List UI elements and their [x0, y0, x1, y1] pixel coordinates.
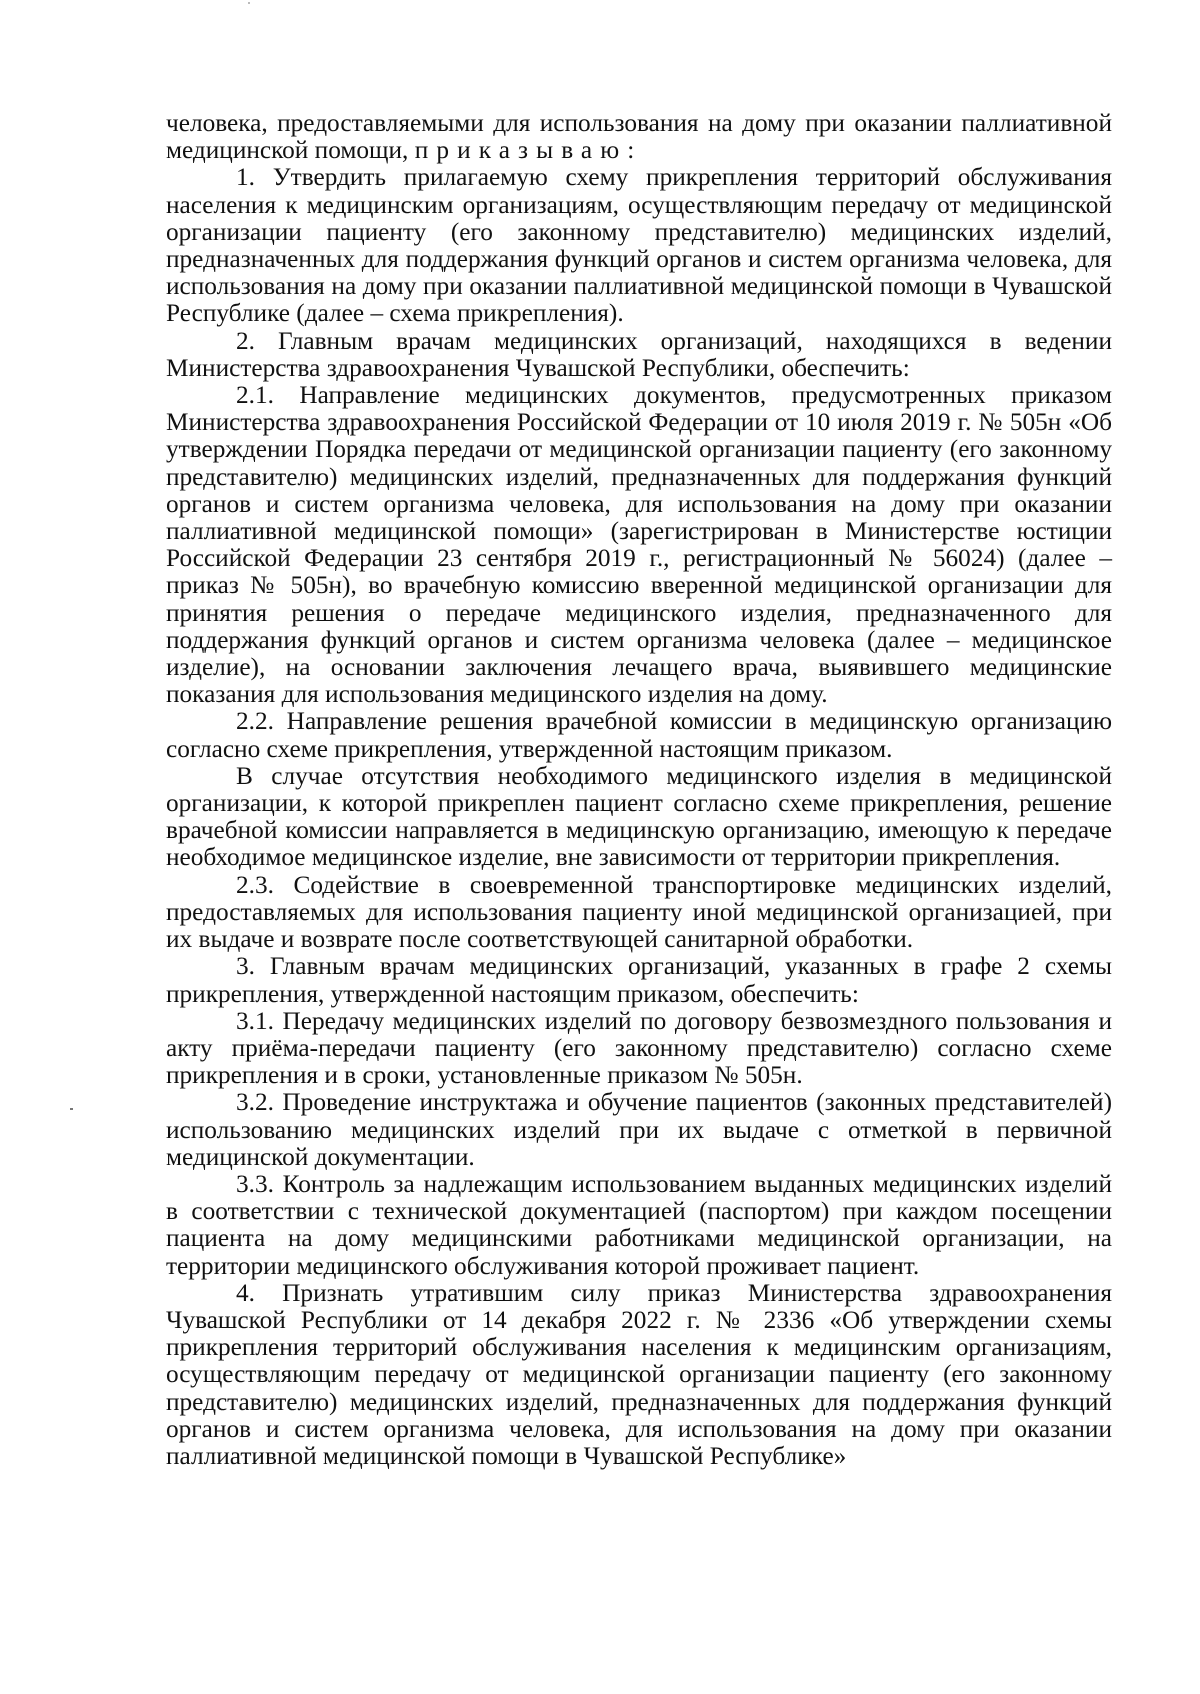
paragraph-item-2-2: 2.2. Направление решения врачебной комиссии в медицинскую организацию согласно схеме прикрепления, утвержденной настоящим приказом.: [166, 707, 1112, 763]
paragraph-text: человека, предоставляемыми для использования на дому при оказании паллиативной медицинской помощи,: [166, 109, 1112, 165]
paragraph-item-3: 3. Главным врачам медицинских организаций, указанных в графе 2 схемы прикрепления, утвержденной настоящим приказом, обеспечить:: [166, 952, 1112, 1008]
paragraph-item-4: 4. Признать утратившим силу приказ Министерства здравоохранения Чувашской Республики от 14 декабря 2022 г. № 2336 «Об утверждении схемы прикрепления территорий обслуживания населения к медицинским организациям, осуществляющим передачу от медицинской организации пациенту (его законному представителю) медицинских изделий, предназначенных для поддержания функций органов и систем организма человека, для использования на дому при оказании паллиативной медицинской помощи в Чувашской Республике»: [166, 1278, 1112, 1470]
paragraph-text-tail: :: [627, 136, 635, 165]
scan-artifact: [70, 1108, 73, 1110]
paragraph-item-3-3: 3.3. Контроль за надлежащим использованием выданных медицинских изделий в соответствии с технической документацией (паспортом) при каждом посещении пациента на дому медицинскими работниками медицинской организации, на территории медицинского обслуживания которой проживает пациент.: [166, 1169, 1112, 1280]
paragraph-item-2-2-note: В случае отсутствия необходимого медицинского изделия в медицинской организации, к которой прикреплен пациент согласно схеме прикрепления, решение врачебной комиссии направляется в медицинскую организацию, имеющую к передаче необходимое медицинское изделие, вне зависимости от территории прикрепления.: [166, 761, 1112, 872]
document-body: [166, 110, 1112, 1470]
paragraph-item-2: 2. Главным врачам медицинских организаций, находящихся в ведении Министерства здравоохранения Чувашской Республики, обеспечить:: [166, 326, 1112, 382]
paragraph-item-2-1: 2.1. Направление медицинских документов, предусмотренных приказом Министерства здравоохранения Российской Федерации от 10 июля 2019 г. № 505н «Об утверждении Порядка передачи от медицинской организации пациенту (его законному представителю) медицинских изделий, предназначенных для поддержания функций органов и систем организма человека, для использования на дому при оказании паллиативной медицинской помощи» (зарегистрирован в Министерстве юстиции Российской Федерации 23 сентября 2019 г., регистрационный № 56024) (далее – приказ № 505н), во врачебную комиссию вверенной медицинской организации для принятия решения о передаче медицинского изделия, предназначенного для поддержания функций органов и систем организма человека (далее – медицинское изделие), на основании заключения лечащего врача, выявившего медицинские показания для использования медицинского изделия на дому.: [166, 381, 1112, 709]
paragraph-intro-continuation: [166, 110, 1112, 164]
paragraph-item-1: 1. Утвердить прилагаемую схему прикрепления территорий обслуживания населения к медицинским организациям, осуществляющим передачу от медицинской организации пациенту (его законному представителю) медицинских изделий, предназначенных для поддержания функций органов и систем организма человека, для использования на дому при оказании паллиативной медицинской помощи в Чувашской Республике (далее – схема прикрепления).: [166, 163, 1112, 328]
order-keyword: приказываю: [414, 136, 628, 165]
paragraph-item-2-3: 2.3. Содействие в своевременной транспортировке медицинских изделий, предоставляемых для использования пациенту иной медицинской организацией, при их выдаче и возврате после соответствующей санитарной обработки.: [166, 870, 1112, 954]
paragraph-item-3-1: 3.1. Передачу медицинских изделий по договору безвозмездного пользования и акту приёма-передачи пациенту (его законному представителю) согласно схеме прикрепления и в сроки, установленные приказом № 505н.: [166, 1006, 1112, 1090]
scan-artifact: [248, 2, 250, 4]
paragraph-item-3-2: 3.2. Проведение инструктажа и обучение пациентов (законных представителей) использованию медицинских изделий при их выдаче с отметкой в первичной медицинской документации.: [166, 1088, 1112, 1171]
